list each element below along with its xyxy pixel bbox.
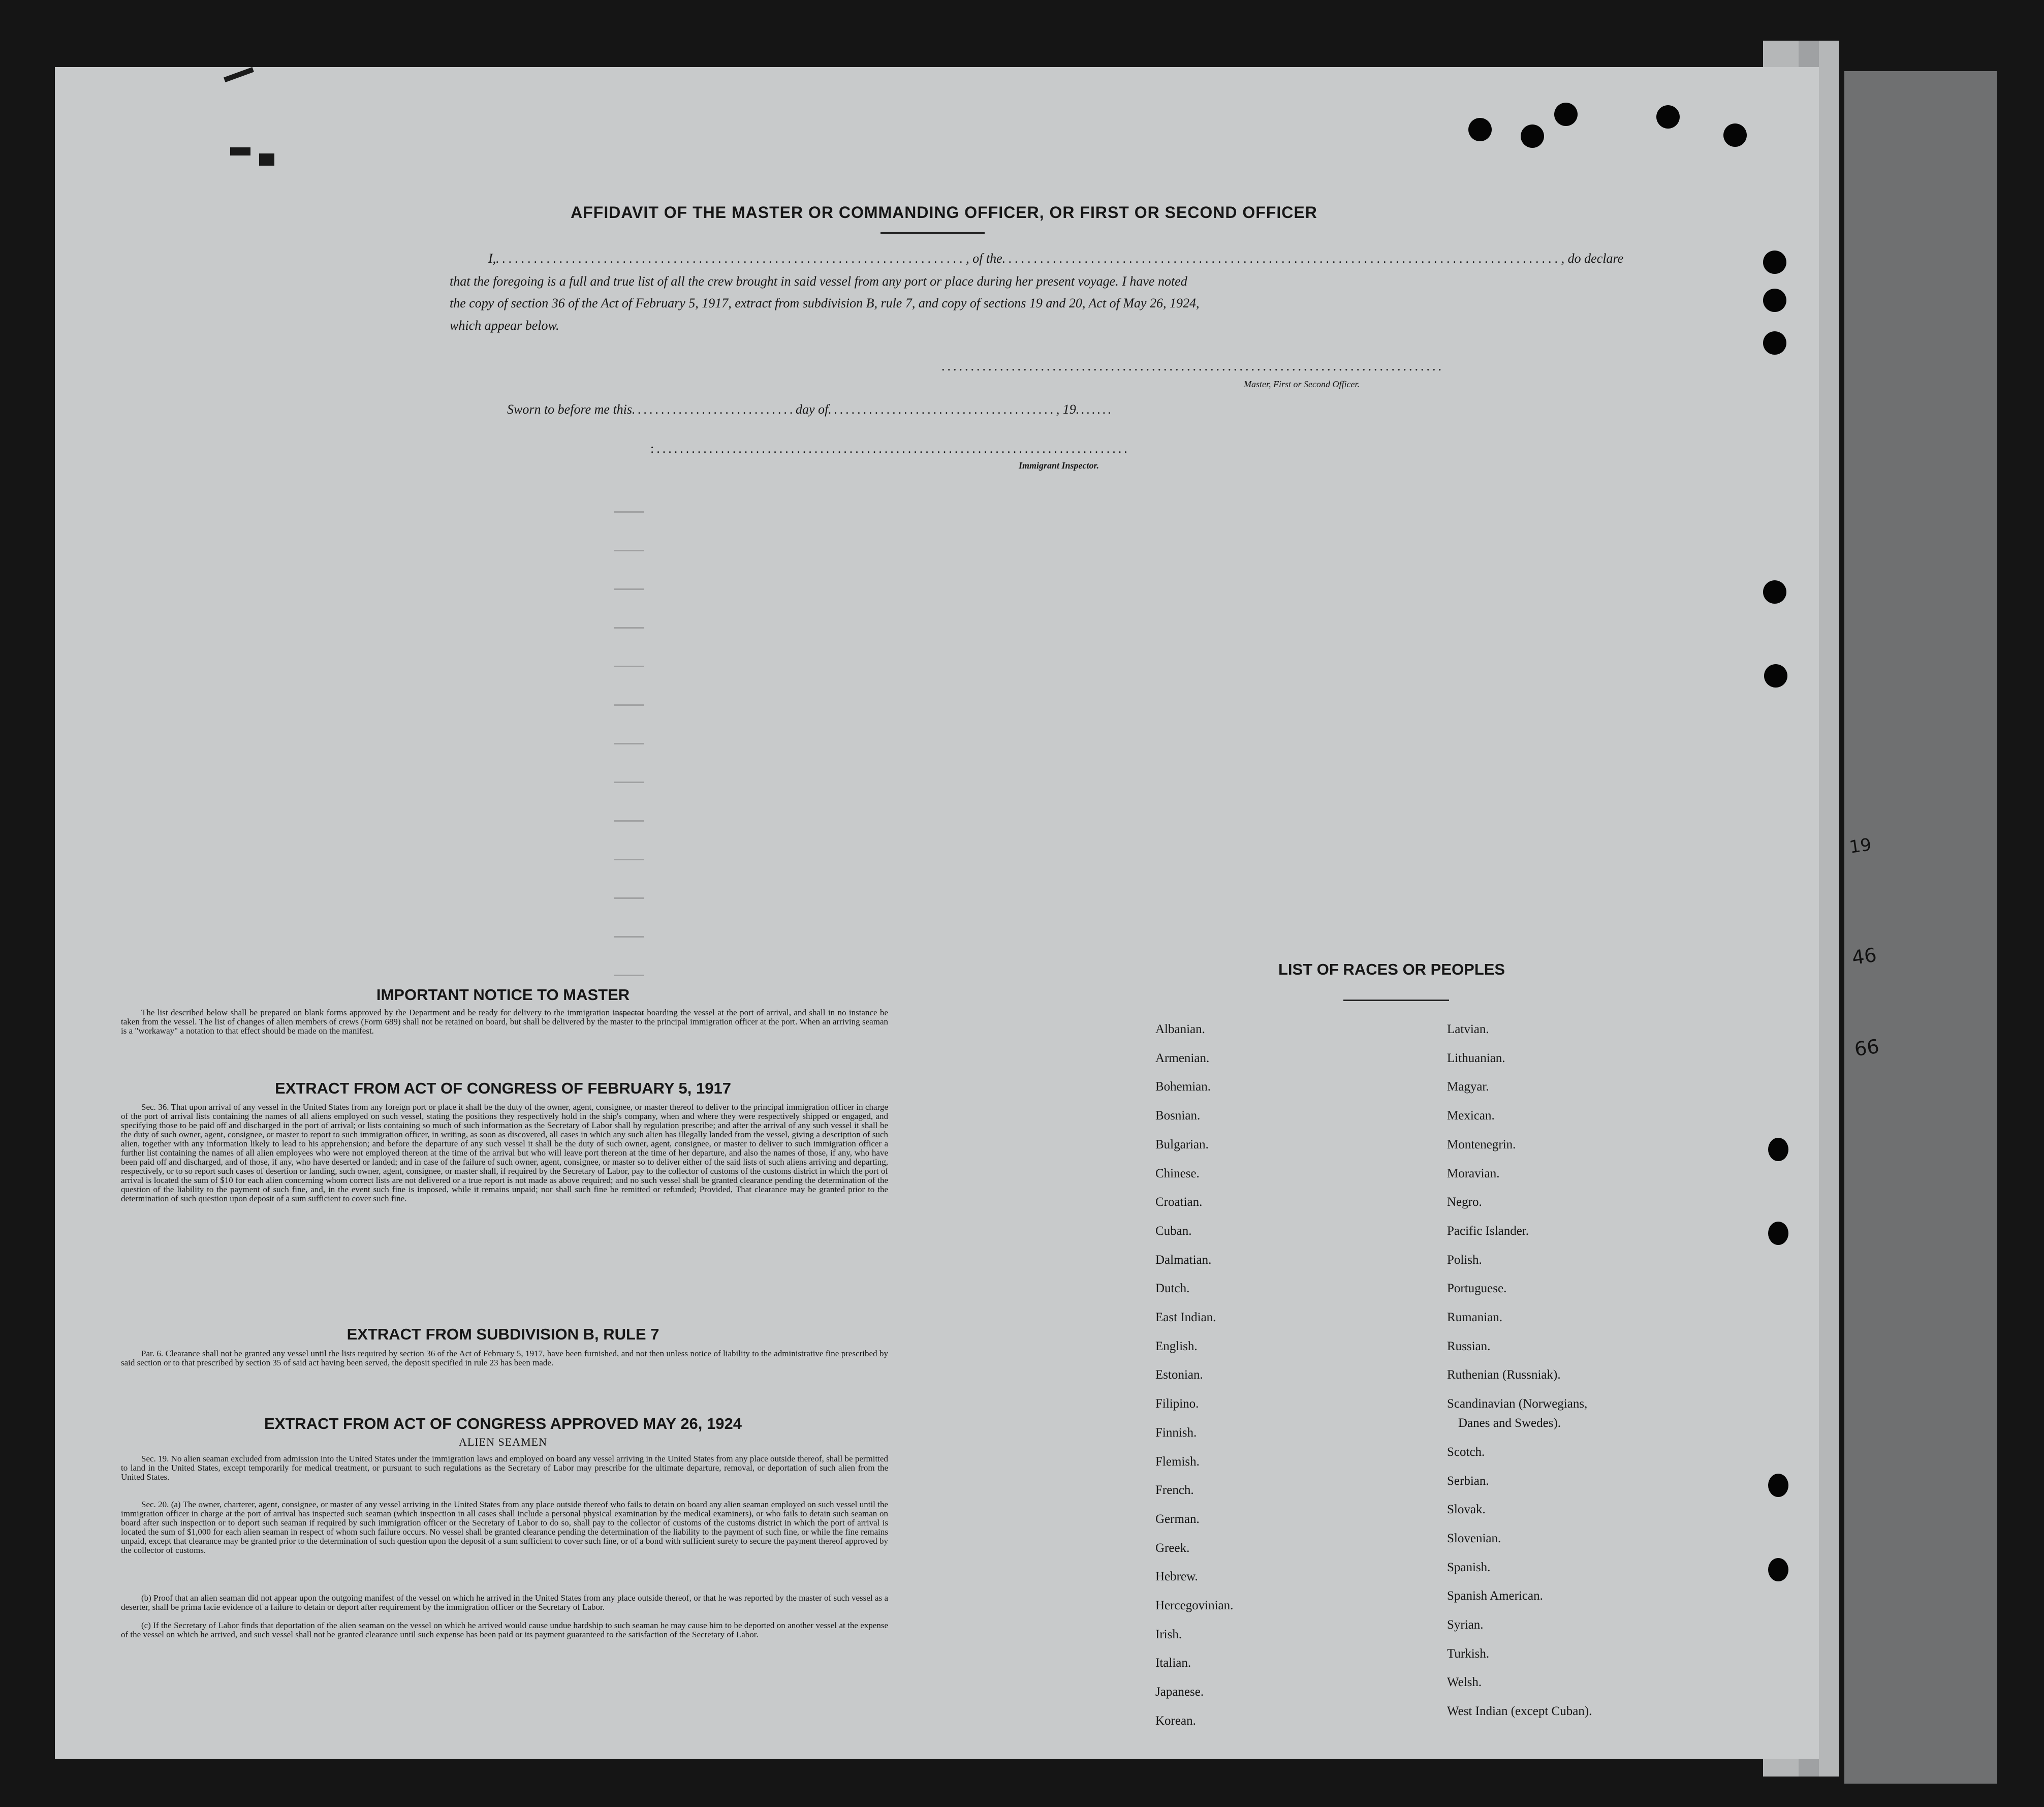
race-item: Latvian. [1447, 1022, 1489, 1036]
margin-mark: 19 [1848, 834, 1873, 858]
sworn-prefix: Sworn to before me this [507, 402, 633, 417]
extract-1924-title: EXTRACT FROM ACT OF CONGRESS APPROVED MAY 26, 1924 [264, 1415, 742, 1432]
punch-hole [1768, 1138, 1788, 1161]
affidavit-i: I, [488, 251, 496, 266]
race-item: English. [1155, 1339, 1198, 1353]
race-item: Scandinavian (Norwegians, [1447, 1397, 1588, 1411]
extract-1917-title: EXTRACT FROM ACT OF CONGRESS OF FEBRUARY 5, 1917 [275, 1079, 731, 1097]
race-item: Cuban. [1155, 1224, 1192, 1238]
affidavit-line-3: the copy of section 36 of the Act of February 5, 1917, extract from subdivision B, rule 7, and copy of sections 19 and 20, Act of May 26, 1924, [450, 296, 1200, 310]
race-item: German. [1155, 1512, 1200, 1526]
race-item: Filipino. [1155, 1397, 1199, 1411]
race-item: Welsh. [1447, 1675, 1482, 1690]
race-item: Pacific Islander. [1447, 1224, 1529, 1238]
race-item: Magyar. [1447, 1080, 1489, 1094]
race-item: Negro. [1447, 1195, 1482, 1209]
race-item: Croatian. [1155, 1195, 1203, 1209]
affidavit-line-1: I,.........................................................................., of the........................................................................................, do declare [488, 251, 1624, 266]
notice-text: The list described below shall be prepared on blank forms approved by the Department and be ready for delivery to the immigration inspector boarding the vessel at the port of arrival, and shall in no instance be taken from the vessel. The list of changes of alien members of crews (Form 689) shall not be retained on board, but shall be delivered by the master to the principal immigration officer at the port. When an arriving seaman is a "workaway" a notation to that effect should be made on the manifest. [121, 1008, 888, 1036]
race-item: Japanese. [1155, 1685, 1204, 1699]
punch-hole [1468, 118, 1492, 141]
sec-19-text: Sec. 19. No alien seaman excluded from admission into the United States under the immigration laws and employed on board any vessel arriving in the United States from any place outside thereof, shall be permitted to land in the United States, except temporarily for medical treatment, or pursuant to such regulations as the Secretary of Labor may prescribe for the ultimate departure, removal, or deportation of such alien from the United States. [121, 1454, 888, 1482]
race-item: Serbian. [1447, 1474, 1489, 1488]
races-title: LIST OF RACES OR PEOPLES [1278, 960, 1505, 978]
race-item: Korean. [1155, 1713, 1196, 1728]
race-item: Lithuanian. [1447, 1051, 1505, 1065]
affidavit-title: AFFIDAVIT OF THE MASTER OR COMMANDING OFFICER, OR FIRST OR SECOND OFFICER [571, 203, 1317, 222]
title-rule [881, 232, 985, 234]
race-item: Armenian. [1155, 1051, 1210, 1065]
race-item: Dutch. [1155, 1282, 1190, 1296]
race-item: Bulgarian. [1155, 1137, 1209, 1151]
races-rule [1343, 1000, 1449, 1001]
punch-hole [1656, 105, 1680, 129]
race-item: Polish. [1447, 1253, 1482, 1267]
punch-hole [1763, 331, 1786, 355]
race-item: Russian. [1447, 1339, 1491, 1353]
extract-rule7-text: Par. 6. Clearance shall not be granted any vessel until the lists required by section 36 of the Act of February 5, 1917, have been furnished, and not then unless notice of liability to the administrative fine prescribed by said section or to that prescribed by section 35 of said act having been served, the deposit specified in rule 23 has been made. [121, 1349, 888, 1367]
race-item: Slovenian. [1447, 1531, 1501, 1545]
punch-hole [1764, 664, 1787, 688]
race-item: Spanish. [1447, 1560, 1491, 1574]
punch-hole [1763, 251, 1786, 274]
race-item: Bohemian. [1155, 1080, 1211, 1094]
punch-hole [1554, 103, 1578, 126]
sec-20a-text: Sec. 20. (a) The owner, charterer, agent, consignee, or master of any vessel arriving in the United States from any place outside thereof who fails to detain on board any alien seaman employed on such vessel until the immigration officer in charge at the port of arrival has inspected such seaman (which inspection in all cases shall include a personal physical examination by the medical examiners), or who fails to detain such seaman on board after such inspection or to deport such seaman if required by such immigration officer or the Secretary of Labor to do so, shall pay to the collector of customs of the customs district in which the port of arrival is located the sum of $1,000 for each alien seaman in respect of whom such failure occurs. No vessel shall be granted clearance pending the determination of the liability to the payment of such fine, or while the fine remains unpaid, except that clearance may be granted prior to the determination of such question upon the deposit of a sum sufficient to cover such fine, or of a bond with sufficient surety to secure the payment thereof approved by the collector of customs. [121, 1500, 888, 1555]
extract-1917-text: Sec. 36. That upon arrival of any vessel in the United States from any foreign port or place it shall be the duty of the owner, agent, consignee, or master thereof to deliver to the principal immigration officer in charge of the port of arrival lists containing the names of all aliens employed on such vessel, stating the positions they respectively hold in the ship's company, when and where they were respectively shipped or engaged, and specifying those to be paid off and discharged in the port of arrival; or lists containing so much of such information as the Secretary of Labor shall by regulation prescribe; and after the arrival of any such vessel it shall be the duty of such owner, agent, consignee, or master to report to such immigration officer, in writing, as soon as discovered, all cases in which any such alien has illegally landed from the vessel, giving a description of such alien, together with any information likely to lead to his apprehension; and before the departure of any such vessel it shall be the duty of such owner, agent, consignee, or master to deliver to such immigration officer a further list containing the names of all alien employees who were not employed thereon at the time of the arrival but who will leave port thereon at the time of her departure, and also the names of those, if any, who have been paid off and discharged, and of those, if any, who have deserted or landed; and in case of the failure of such owner, agent, consignee, or master so to deliver either of the said lists of such aliens arriving and departing, respectively, or to so report such cases of desertion or landing, such owner, agent, consignee, or master shall, if required by the Secretary of Labor, pay to the collector of customs of the customs district in which the port of arrival is located the sum of $10 for each alien concerning whom correct lists are not delivered or a true report is not made as above required; and no such vessel shall be granted clearance pending the determination of the question of the liability to the payment of such fine, and, in the event such fine is imposed, while it remains unpaid; nor shall such fine be remitted or refunded; Provided, That clearance may be granted prior to the determination of such question upon deposit of a sum sufficient to cover such fine. [121, 1102, 888, 1203]
race-item: Scotch. [1447, 1445, 1485, 1459]
race-item: Flemish. [1155, 1454, 1200, 1469]
race-item: Moravian. [1447, 1166, 1500, 1180]
ink-mark [230, 147, 250, 155]
race-item: Dalmatian. [1155, 1253, 1212, 1267]
inspector-caption: Immigrant Inspector. [1019, 460, 1099, 471]
underlying-page-edge [1844, 71, 1997, 1784]
affidavit-of-the: , of the [966, 251, 1002, 266]
race-item: Turkish. [1447, 1646, 1490, 1661]
race-item: Ruthenian (Russniak). [1447, 1368, 1561, 1382]
race-item: Montenegrin. [1447, 1137, 1516, 1151]
race-item: Mexican. [1447, 1109, 1495, 1123]
ink-mark [259, 153, 274, 166]
punch-hole [1768, 1474, 1788, 1497]
race-item: French. [1155, 1483, 1194, 1498]
race-item: Danes and Swedes). [1458, 1416, 1561, 1430]
sec-20c-text: (c) If the Secretary of Labor finds that deportation of the alien seaman on the vessel on which he arrived would cause undue hardship to such seaman he may cause him to be deported on another vessel at the expense of the vessel on which he arrived, and such vessel shall not be granted clearance until such expense has been paid or its payment guaranteed to the satisfaction of the Secretary of Labor. [121, 1621, 888, 1639]
race-item: Irish. [1155, 1627, 1182, 1641]
race-item: West Indian (except Cuban). [1447, 1704, 1592, 1719]
affidavit-line-4: which appear below. [450, 318, 559, 333]
race-item: Albanian. [1155, 1022, 1205, 1036]
race-item: Chinese. [1155, 1166, 1200, 1180]
race-item: Finnish. [1155, 1425, 1197, 1440]
race-item: Rumanian. [1447, 1311, 1503, 1324]
race-item: Greek. [1155, 1541, 1190, 1555]
master-caption: Master, First or Second Officer. [1244, 379, 1360, 389]
ink-mark [224, 67, 254, 82]
race-item: Hercegovinian. [1155, 1599, 1234, 1612]
notice-title: IMPORTANT NOTICE TO MASTER [376, 986, 630, 1004]
race-item: Hebrew. [1155, 1570, 1198, 1584]
punch-hole [1521, 124, 1544, 148]
race-item: Spanish American. [1447, 1589, 1543, 1603]
margin-mark: 46 [1850, 943, 1878, 970]
punch-hole [1723, 123, 1747, 147]
race-item: Bosnian. [1155, 1109, 1201, 1123]
punch-hole [1768, 1558, 1788, 1581]
inspector-signature-line: :................................................................................. [650, 441, 1130, 456]
sworn-year: , 19 [1056, 402, 1076, 417]
alien-seamen-label: ALIEN SEAMEN [459, 1436, 547, 1448]
race-item: East Indian. [1155, 1311, 1216, 1324]
punch-hole [1763, 289, 1786, 312]
ghost-column-dots [614, 482, 644, 1041]
margin-mark: 66 [1853, 1035, 1881, 1061]
extract-rule7-title: EXTRACT FROM SUBDIVISION B, RULE 7 [347, 1325, 659, 1343]
master-signature-line: ...................................................................................... [941, 359, 1444, 373]
sworn-day-of: day of [796, 402, 829, 417]
punch-hole [1763, 580, 1786, 604]
punch-hole [1768, 1222, 1788, 1245]
affidavit-line-2: that the foregoing is a full and true list of all the crew brought in said vessel from any port or place during her present voyage. I have noted [450, 274, 1187, 289]
race-item: Slovak. [1447, 1503, 1486, 1517]
race-item: Portuguese. [1447, 1282, 1507, 1296]
sworn-line: Sworn to before me this............................day of......................................., 19....... [507, 402, 1114, 417]
race-item: Italian. [1155, 1656, 1191, 1670]
sec-20b-text: (b) Proof that an alien seaman did not appear upon the outgoing manifest of the vessel on which he arrived in the United States from any place outside thereof, or that he was reported by the master of such vessel as a deserter, shall be prima facie evidence of a failure to detain or deport after requirement by the immigration officer or the Secretary of Labor. [121, 1593, 888, 1612]
race-item: Syrian. [1447, 1618, 1484, 1632]
affidavit-declare: , do declare [1561, 251, 1624, 266]
race-item: Estonian. [1155, 1368, 1203, 1382]
manifest-sheet [55, 67, 1819, 1759]
